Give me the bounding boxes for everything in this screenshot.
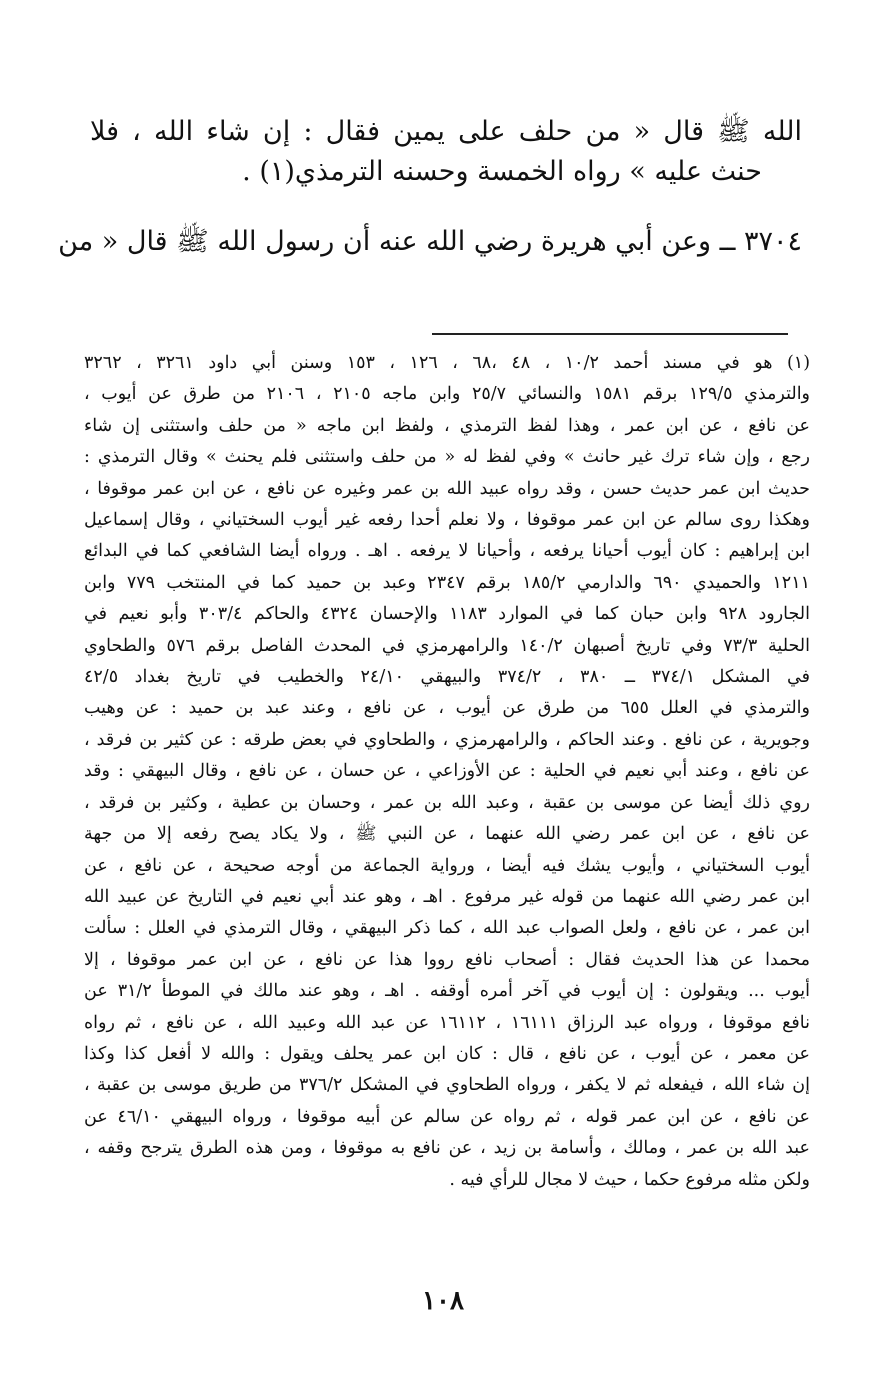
footnote-line: ١٢١١ والحميدي ٦٩٠ والدارمي ١٨٥/٢ برقم ٢٣٤٧ وعبد بن حميد كما في المنتخب ٧٧٩ وابن (84, 572, 810, 593)
footnote-line: إن شاء الله ، فيفعله ثم لا يكفر ، ورواه الطحاوي في المشكل ٣٧٦/٢ من طريق موسى بن عقبة ، (84, 1075, 810, 1096)
footnote-line: أيوب السختياني ، وأيوب يشك فيه أيضا ، ورواية الجماعة من أوجه صحيحة ، عن نافع ، عن (84, 855, 810, 876)
footnote-line: والترمذي ١٢٩/٥ برقم ١٥٨١ والنسائي ٢٥/٧ وابن ماجه ٢١٠٥ ، ٢١٠٦ من طرق عن أيوب ، (84, 384, 810, 405)
hadith-heading: ٣٧٠٤ ــ وعن أبي هريرة رضي الله عنه أن رسول الله ﷺ قال « من (58, 226, 802, 257)
footnote-line: وجويرية ، عن نافع . وعند الحاكم ، والرامهرمزي ، والطحاوي في بعض طرقه : عن كثير بن فرقد ، (84, 729, 810, 750)
footnote-line: في المشكل ٣٧٤/١ ــ ٣٨٠ ، ٣٧٤/٢ والبيهقي ٢٤/١٠ والخطيب في تاريخ بغداد ٤٢/٥ (84, 667, 810, 688)
footnote-line: نافع موقوفا ، ورواه عبد الرزاق ١٦١١١ ، ١٦١١٢ عن عبد الله وعبيد الله ، عن نافع ، ثم رواه (84, 1012, 810, 1033)
footnote-line: حديث ابن عمر حديث حسن ، وقد رواه عبيد الله بن عمر وغيره عن نافع ، عن ابن عمر موقوفا ، (84, 478, 810, 499)
footnote-line: عن نافع ، عن ابن عمر رضي الله عنهما ، عن النبي ﷺ ، ولا يكاد يصح رفعه إلا من جهة (84, 824, 810, 845)
footnote-line: روي ذلك أيضا عن موسى بن عقبة ، وعبد الله بن عمر ، وحسان بن عطية ، وكثير بن فرقد ، (84, 792, 810, 813)
footnote-line: وهكذا روى سالم عن ابن عمر موقوفا ، ولا نعلم أحدا رفعه غير أيوب السختياني ، وقال إسماعيل (84, 510, 810, 531)
footnote-line: عن نافع ، عن ابن عمر قوله ، ثم رواه عن سالم عن أبيه موقوفا ، ورواه البيهقي ٤٦/١٠ عن (84, 1106, 810, 1127)
main-text (58, 112, 802, 262)
footnote-separator (432, 333, 788, 335)
footnote-line: عن نافع ، وعند أبي نعيم في الحلية : عن الأوزاعي ، عن حسان ، عن نافع ، وقال البيهقي : وقد (84, 761, 810, 782)
footnote-line: عن نافع ، عن ابن عمر ، وهذا لفظ الترمذي ، ولفظ ابن ماجه « من حلف واستثنى إن شاء (84, 415, 810, 436)
footnote-block (84, 348, 810, 1196)
footnote-line: (١) هو في مسند أحمد ١٠/٢ ، ٤٨ ،٦٨ ، ١٢٦ ، ١٥٣ وسنن أبي داود ٣٢٦١ ، ٣٢٦٢ (84, 353, 810, 373)
main-line-2: حنث عليه » رواه الخمسة وحسنه الترمذي(١) . (242, 156, 762, 187)
footnote-line: ابن عمر رضي الله عنهما من قوله غير مرفوع . اهـ ، وهو عند أبي نعيم في التاريخ عن عبيد الله (84, 886, 810, 907)
footnote-line: ولكن مثله مرفوع حكما ، حيث لا مجال للرأي فيه . (449, 1169, 810, 1190)
footnote-line: أيوب ... ويقولون : إن أيوب في آخر أمره أوقفه . اهـ ، وهو عند مالك في الموطأ ٣١/٢ عن (84, 981, 810, 1002)
main-line-1: الله ﷺ قال « من حلف على يمين فقال : إن شاء الله ، فلا (90, 116, 802, 147)
footnote-line: ابن إبراهيم : كان أيوب أحيانا يرفعه ، وأحيانا لا يرفعه . اهـ . ورواه أيضا الشافعي كما في البدائع (84, 541, 810, 562)
footnote-line: الحلية ٧٣/٣ وفي تاريخ أصبهان ١٤٠/٢ والرامهرمزي في المحدث الفاصل برقم ٥٧٦ والطحاوي (84, 635, 810, 656)
footnote-line: عن معمر ، عن أيوب ، عن نافع ، قال : كان ابن عمر يحلف ويقول : والله لا أفعل كذا وكذا (84, 1043, 810, 1064)
footnote-line: عبد الله بن عمر ، ومالك ، وأسامة بن زيد ، عن نافع به موقوفا ، ومن هذه الطرق يترجح وقفه ، (84, 1138, 810, 1159)
page-number: ١٠٨ (422, 1286, 464, 1316)
footnote-line: والترمذي في العلل ٦٥٥ من طرق عن أيوب ، عن نافع ، وعند عبد بن حميد : عن وهيب (84, 698, 810, 719)
footnote-line: ابن عمر ، عن نافع ، ولعل الصواب عبد الله ، كما ذكر البيهقي ، وقال الترمذي في العلل : سألت (84, 918, 810, 939)
footnote-line: رجع ، وإن شاء ترك غير حانث » وفي لفظ له « من حلف واستثنى فلم يحنث » وقال الترمذي : (84, 447, 810, 468)
footnote-line: الجارود ٩٢٨ وابن حبان كما في الموارد ١١٨٣ والإحسان ٤٣٢٤ والحاكم ٣٠٣/٤ وأبو نعيم في (84, 604, 810, 625)
footnote-line: محمدا عن هذا الحديث فقال : أصحاب نافع رووا هذا عن نافع ، عن ابن عمر موقوفا ، إلا (84, 949, 810, 970)
